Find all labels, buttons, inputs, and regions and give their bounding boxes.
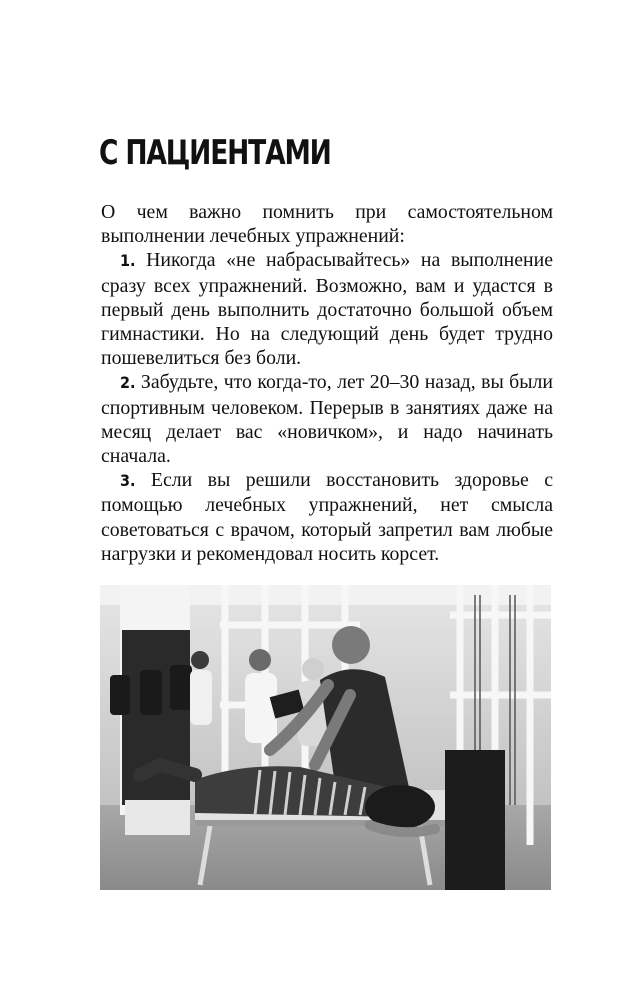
item-text: Если вы решили восстановить здоровье с помощью лечебных упражнений, нет смысла советоваться с врачом, который запретил вам любые нагрузки и рекомендовал носить корсет. <box>101 469 553 565</box>
list-item <box>101 370 553 468</box>
item-number: 1. <box>120 251 136 271</box>
body-text <box>101 200 553 566</box>
list-item <box>101 468 553 566</box>
therapy-photo <box>100 585 551 890</box>
item-number: 3. <box>120 471 136 491</box>
item-text: Никогда «не набрасывайтесь» на выполнение сразу всех упражнений. Возможно, вам и удастся в первый день выполнить достаточно большой объем гимнастики. Но на следующий день будет трудно пошевелиться без боли. <box>101 249 553 370</box>
list-item <box>101 248 553 370</box>
photo-illustration <box>100 585 551 890</box>
section-heading: С ПАЦИЕНТАМИ <box>99 133 331 173</box>
item-text: Забудьте, что когда-то, лет 20–30 назад, вы были спортивным человеком. Перерыв в занятиях даже на месяц делает вас «новичком», и надо начинать сначала. <box>101 371 553 468</box>
item-number: 2. <box>120 373 136 393</box>
intro-paragraph: О чем важно помнить при самостоятельном выполнении лечебных упражнений: <box>101 201 553 248</box>
